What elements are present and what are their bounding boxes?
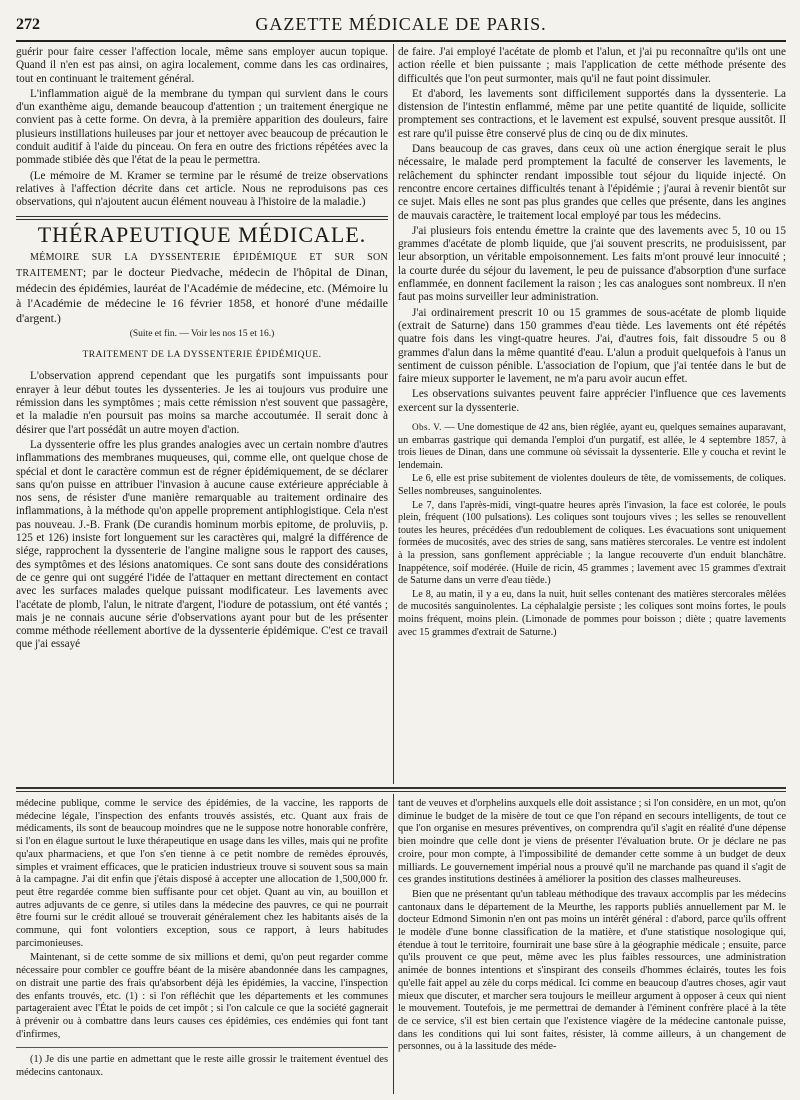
paragraph: (Le mémoire de M. Kramer se termine par le résumé de treize observations relatives à l'affection décrite dans cet article. Nous ne reproduisons pas ces observations, qui n'ajoutent aucun élément nouveau à l'histoire de la maladie.) xyxy=(16,169,388,209)
column-divider-lower xyxy=(393,794,394,1094)
memoire-heading xyxy=(16,249,388,326)
paragraph: J'ai plusieurs fois entendu émettre la crainte que des lavements avec 5, 10 ou 15 grammes d'acétate de plomb liquide, que j'ai souvent prescrits, ne produisissent, par leur absorption, un véritable empoisonnement. Les faits m'ont prouvé leur innocuité ; la courte durée du séjour du lavement, le peu de puissance d'absorption d'une surface enflammée, en donnent facilement la raison ; les cas analogues sont nombreux. Il n'en faut pas moins surveiller leur administration. xyxy=(398,224,786,304)
observation-intro xyxy=(398,421,786,472)
memoire-title: MÉMOIRE SUR LA DYSSENTERIE ÉPIDÉMIQUE ET SUR SON TRAITEMENT xyxy=(16,251,388,279)
observation-paragraph: Le 6, elle est prise subitement de violentes douleurs de tête, de vomissements, de coliques. Selles nombreuses, sanguinolentes. xyxy=(398,473,786,497)
page-number: 272 xyxy=(16,16,40,33)
observation-text: — Une domestique de 42 ans, bien réglée, ayant eu, quelques semaines auparavant, un embarras gastrique qui demanda l'emploi d'un purgatif, est allée, le 4 septembre 1857, à trois lieues de Dinan, dans une commune où sévissait la dyssenterie. Elle y coucha et revint le lendemain. xyxy=(398,422,786,471)
paragraph: Les observations suivantes peuvent faire apprécier l'influence que ces lavements exercent sur la dyssenterie. xyxy=(398,388,786,414)
subheading: TRAITEMENT DE LA DYSSENTERIE ÉPIDÉMIQUE. xyxy=(82,350,322,361)
footnote-rule xyxy=(16,1047,388,1048)
observation-paragraph: Le 7, dans l'après-midi, vingt-quatre heures après l'invasion, la face est colorée, le pouls plein, fréquent (100 pulsations). Les coliques sont toujours vives ; les selles se renouvellent toutes les heures, précédées d'un redoublement de coliques. Les évacuations sont uniquement formées de mucosités, avec des stries de sang, sans matières stercorales. Le ventre est indolent à la pression, sans gonflement appréciable ; la langue recouverte d'un enduit blanchâtre. Inappétence, soif modérée. (Huile de ricin, 45 grammes ; lavement avec 15 grammes d'extrait de Saturne dans un verre d'eau tiède.) xyxy=(398,499,786,587)
paragraph: de faire. J'ai employé l'acétate de plomb et l'alun, et j'ai pu reconnaître qu'ils ont une action réelle et bien puissante ; mais l'application de cette méthode présente des difficultés que l'on peut surmonter, mais qu'il ne faut point dissimuler. xyxy=(398,46,786,85)
journal-title: GAZETTE MÉDICALE DE PARIS. xyxy=(255,14,547,34)
paragraph: Bien que ne présentant qu'un tableau méthodique des travaux accomplis par les médecins cantonaux dans le département de la Meurthe, les rapports publiés annuellement par M. le docteur Edmond Simonin n'en ont pas moins un intérêt général : d'abord, parce qu'ils offrent le modèle d'une bonne classification de la matière, et d'une statistique nosologique qui, étendue à tout le territoire, fournirait une base sûre à la géographie médicale ; ensuite, parce qu'ils prouvent ce que peut, même avec les plus faibles ressources, une administration animée de bonnes intentions et s'inspirant des conseils d'hommes éclairés, toutes les fois qu'elle fait appel au zèle du corps médical. Ici comme en beaucoup d'autres choses, agir vaut mieux que discuter, et marcher sera toujours le meilleur argument à opposer à ceux qui nient le mouvement. Toutefois, je me permettrai de demander à l'éminent confrère placé à la tête de ce service, s'il est bien certain que l'existence viagère de la médecine cantonale puisse, dans les conditions qui lui sont faites, résister, là comme ailleurs, à un changement de personnes, ou à la lassitude des méde- xyxy=(398,888,786,1053)
lower-left-column xyxy=(16,798,388,1082)
paragraph: guérir pour faire cesser l'affection locale, même sans employer aucun topique. Quand il n'en est pas ainsi, on agira localement, comme dans les cas ordinaires, tout en continuant le traitement général. xyxy=(16,46,388,85)
upper-right-column xyxy=(398,46,786,640)
paragraph: L'inflammation aiguë de la membrane du tympan qui survient dans le cours d'un exanthème aigu, demande beaucoup d'attention ; un traitement énergique ne convient pas à cette forme. On devra, à la première apparition des douleurs, faire plusieurs instillations huileuses par jour et nettoyer avec beaucoup de précaution le conduit auditif à l'aide du pinceau. On fera en outre des frictions répétées avec la pommade stibiée dès que l'état de la peau le permettra. xyxy=(16,87,388,167)
section-separator xyxy=(16,216,388,220)
footnote: (1) Je dis une partie en admettant que le reste aille grossir le traitement éventuel des médecins cantonaux. xyxy=(16,1054,388,1079)
paragraph: médecine publique, comme le service des épidémies, de la vaccine, les rapports de médecine légale, l'inspection des enfants trouvés assistés, etc. Quant aux frais de médicaments, ils sont de beaucoup moindres que ne le suppose notre honorable confrère, si l'on en élague surtout le luxe thérapeutique en usage dans les villes, mais qui ne profite qu'aux pharmaciens, et que l'on s'en tienne à ce petit nombre de remèdes éprouvés, simples et vraiment efficaces, que le praticien industrieux trouve si souvent sous sa main à la campagne. J'ai dit enfin que j'étais disposé à accepter une allocation de 1,500,000 fr. peut être regardée comme bien suffisante pour cet objet. Quant au vin, au bouillon et autres adjuvants de ce genre, si utiles dans la médecine des pauvres, ce qui ne pourrait être fourni sur le crédit alloué se trouverait généralement chez les habitants aisés de la commune, qui font volontiers exception, sous ce rapport, à leurs habitudes parcimonieuses. xyxy=(16,798,388,949)
newspaper-page xyxy=(16,10,786,1095)
feuilleton-rule-thin xyxy=(16,791,786,792)
observation-label: Obs. V. xyxy=(412,422,442,433)
page-header xyxy=(16,10,786,42)
observation-paragraph: Le 8, au matin, il y a eu, dans la nuit, huit selles contenant des matières stercorales mêlées de mucosités sanguinolentes. La céphalalgie persiste ; les coliques sont moins fortes, le pouls moins fréquent, moins plein. (Limonade de pommes pour boisson ; diète ; quatre lavements avec 15 grammes d'extrait de Saturne.) xyxy=(398,588,786,638)
upper-left-column xyxy=(16,46,388,654)
paragraph: tant de veuves et d'orphelins auxquels elle doit assistance ; si l'on considère, en un mot, qu'on diminue le budget de la misère de tout ce que l'on répand en secours intelligents, de tout ce que l'on organise en mesures préventives, on comprendra qu'il s'agit en réalité d'une dépense bien moindre que celle dont je viens de présenter l'évaluation brute. Or je déclare ne pas croire, pour mon compte, à l'impossibilité de demander cette somme à un budget de deux milliards. Le gouvernement impérial nous a prouvé qu'il ne marchande pas quand il s'agit de ces grandes institutions destinées à améliorer la position des classes malheureuses. xyxy=(398,798,786,886)
paragraph: J'ai ordinairement prescrit 10 ou 15 grammes de sous-acétate de plomb liquide (extrait de Saturne) dans 150 grammes d'eau tiède. Les lavements ont été répétés quatre fois dans les vingt-quatre heures. J'ai, d'autres fois, fait dissoudre 5 ou 8 grammes d'alun dans la même quantité d'eau. L'alun a produit quelquefois à l'anus un sentiment de cuisson pénible. L'association de l'opium, que j'ai tentée dans le but de faire mieux supporter le lavement, ne m'a paru avoir aucun effet. xyxy=(398,306,786,386)
paragraph: L'observation apprend cependant que les purgatifs sont impuissants pour enrayer à leur début toutes les dyssenteries. Je les ai toujours vus produire une rémission dans les symptômes ; mais cette rémission n'est souvent que passagère, et la maladie n'en poursuit pas moins sa marche accoutumée. Il serait donc à désirer que l'art possédât un autre moyen d'action. xyxy=(16,370,388,436)
observation-block xyxy=(398,421,786,639)
paragraph: Dans beaucoup de cas graves, dans ceux où une action énergique serait le plus nécessaire, le malade perd promptement la faculté de conserver les lavements, le relâchement du sphincter rendant impossible tout séjour du liquide injecté. On rencontre encore certaines difficultés tenant à l'épidémie ; j'aurai à revenir bientôt sur ce sujet. Mais elles ne sont pas plus grandes que celles que présente, dans les angines de mauvais caractère, le traitement local employé par tous les médecins. xyxy=(398,143,786,222)
memoire-byline: ; par le docteur Piedvache, médecin de l'hôpital de Dinan, médecin des épidémies, lauréat de l'Académie de médecine, etc. (Mémoire lu à l'Académie de médecine le 16 février 1858, et honoré d'une médaille d'argent.) xyxy=(16,264,388,325)
column-divider-upper xyxy=(393,44,394,784)
paragraph: Et d'abord, les lavements sont difficilement supportés dans la dyssenterie. La distension de l'intestin enflammé, même par une petite quantité de liquide, sollicite promptement ses contractions, et le lavement est expulsé, souvent presque aussitôt. Il est rare qu'il puisse être conservé plus de cinq ou de dix minutes. xyxy=(398,87,786,140)
paragraph: Maintenant, si de cette somme de six millions et demi, qu'on peut regarder comme nécessaire pour combler ce gouffre béant de la misère abandonnée dans les campagnes, on distrait une partie des frais qu'absorbent déjà les épidémies, la vaccine, l'inspection des enfants trouvés, etc. (1) : si l'on réfléchit que les départements et les communes partageraient avec l'État le poids de cet impôt ; si l'on calcule ce que la société gagnerait à prévenir ou à combattre dans leurs causes ces épidémies, ces endémies qui font tant d'infirmes, xyxy=(16,952,388,1040)
lower-right-column xyxy=(398,798,786,1056)
paragraph: La dyssenterie offre les plus grandes analogies avec un certain nombre d'autres inflammations des membranes muqueuses, qui, comme elle, ont quelque chose de spécial et dont le caractère commun est de régner épidémiquement, de se déclarer sans qu'on puisse en attribuer l'invasion à aucune cause extérieure appréciable à nos sens, de résister d'une manière remarquable au traitement ordinaire des inflammations, à la méthode qu'on appelle proprement antiphlogistique. Cela n'est pas nouveau. J.-B. Frank (De curandis hominum morbis epitome, de proluviis, p. 125 et 126) insiste fort longuement sur les caractères qui, malgré la différence de siége, rapprochent la dyssenterie de l'angine maligne sous le rapport des causes, des symptômes et des lésions anatomiques. Ce sont sans doute des considérations de ce genre qui ont suggéré l'idée de l'attaquer en mettant directement en contact avec les surfaces malades quelque puissant modificateur. Les lavements avec l'acétate de plomb, l'alun, le nitrate d'argent, l'iodure de potassium, ont été vantés ; mais je ne connais aucune série d'observations ayant pour but de les présenter comme méthode réellement abortive de la dyssenterie épidémique. C'est ce travail que j'ai essayé xyxy=(16,438,388,651)
section-title: THÉRAPEUTIQUE MÉDICALE. xyxy=(37,221,367,247)
continuation-note: (Suite et fin. — Voir les nos 15 et 16.) xyxy=(129,328,275,339)
feuilleton-rule xyxy=(16,787,786,789)
